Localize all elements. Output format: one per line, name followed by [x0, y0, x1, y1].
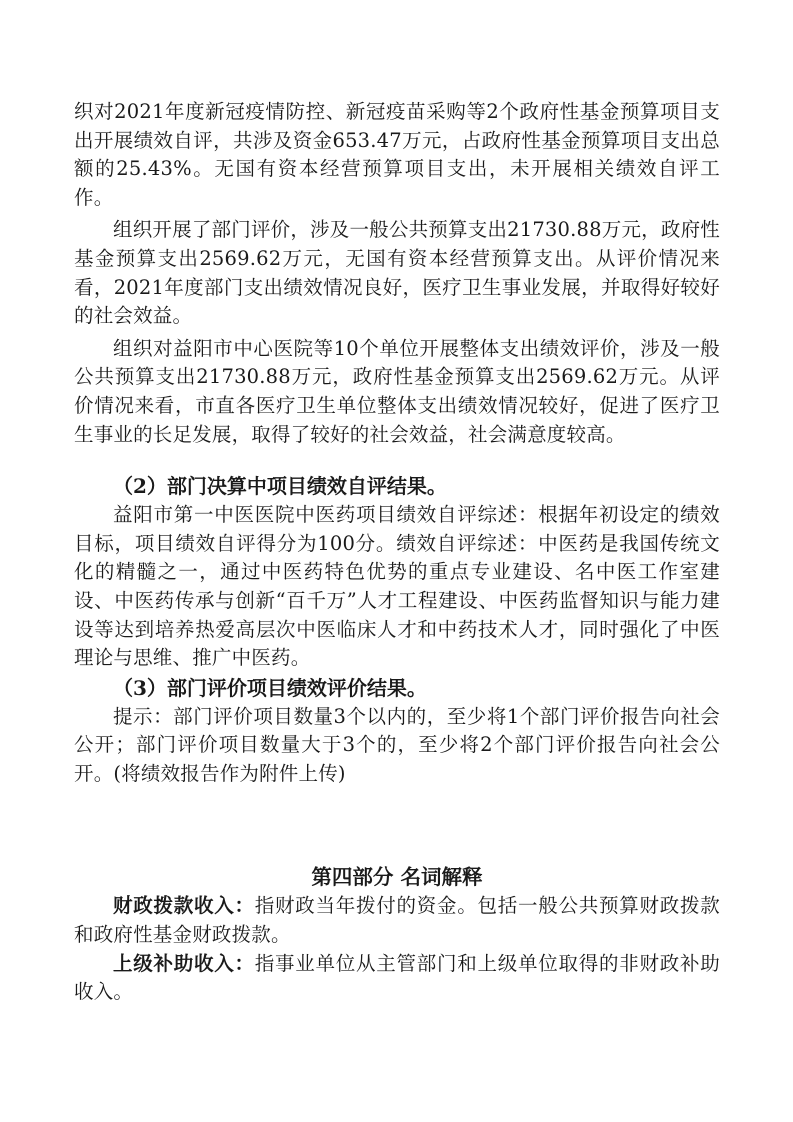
paragraph-overall-expenditure-evaluation: 组织对益阳市中心医院等10个单位开展整体支出绩效评价，涉及一般公共预算支出21730.88万元，政府性基金预算支出2569.62万元。从评价情况来看，市直各医疗卫生单位整体支出绩效情况较好，促进了医疗卫生事业的长足发展，取得了较好的社会效益，社会满意度较高。	[74, 336, 720, 446]
glossary-term: 上级补助收入：	[113, 951, 255, 975]
glossary-definition: 指事业单位从主管部门和上级单位取得的非财政补助收入。	[74, 951, 720, 1004]
glossary-definition: 指财政当年拨付的资金。包括一般公共预算财政拨款和政府性基金财政拨款。	[74, 894, 720, 947]
paragraph-tcm-project-summary: 益阳市第一中医医院中医药项目绩效自评综述：根据年初设定的绩效目标，项目绩效自评得分为100分。绩效自评综述：中医药是我国传统文化的精髓之一，通过中医药特色优势的重点专业建设、名中医工作室建设、中医药传承与创新“百千万”人才工程建设、中医药监督知识与能力建设等达到培养热爱高层次中医临床人才和中药技术人才，同时强化了中医理论与思维、推广中医药。	[74, 503, 720, 670]
paragraph-department-evaluation: 组织开展了部门评价，涉及一般公共预算支出21730.88万元，政府性基金预算支出2569.62万元，无国有资本经营预算支出。从评价情况来看，2021年度部门支出绩效情况良好，医疗卫生事业发展，并取得好较好的社会效益。	[74, 218, 720, 328]
section-title-glossary: 第四部分 名词解释	[311, 865, 483, 890]
glossary-term: 财政拨款收入：	[113, 894, 255, 918]
subheading-project-self-evaluation: （2）部门决算中项目绩效自评结果。	[113, 474, 447, 499]
subheading-department-evaluation-results: （3）部门评价项目绩效评价结果。	[113, 675, 427, 700]
paragraph-disclosure-tip: 提示：部门评价项目数量3个以内的，至少将1个部门评价报告向社会公开；部门评价项目数量大于3个的，至少将2个部门评价报告向社会公开。(将绩效报告作为附件上传)	[74, 704, 720, 785]
glossary-item-superior-subsidy	[74, 950, 720, 1007]
paragraph-government-fund-self-evaluation: 织对2021年度新冠疫情防控、新冠疫苗采购等2个政府性基金预算项目支出开展绩效自评，共涉及资金653.47万元，占政府性基金预算项目支出总额的25.43%。无国有资本经营预算项目支出，未开展相关绩效自评工作。	[74, 100, 720, 209]
page-content	[74, 98, 720, 1007]
glossary-item-fiscal-appropriation	[74, 892, 720, 949]
